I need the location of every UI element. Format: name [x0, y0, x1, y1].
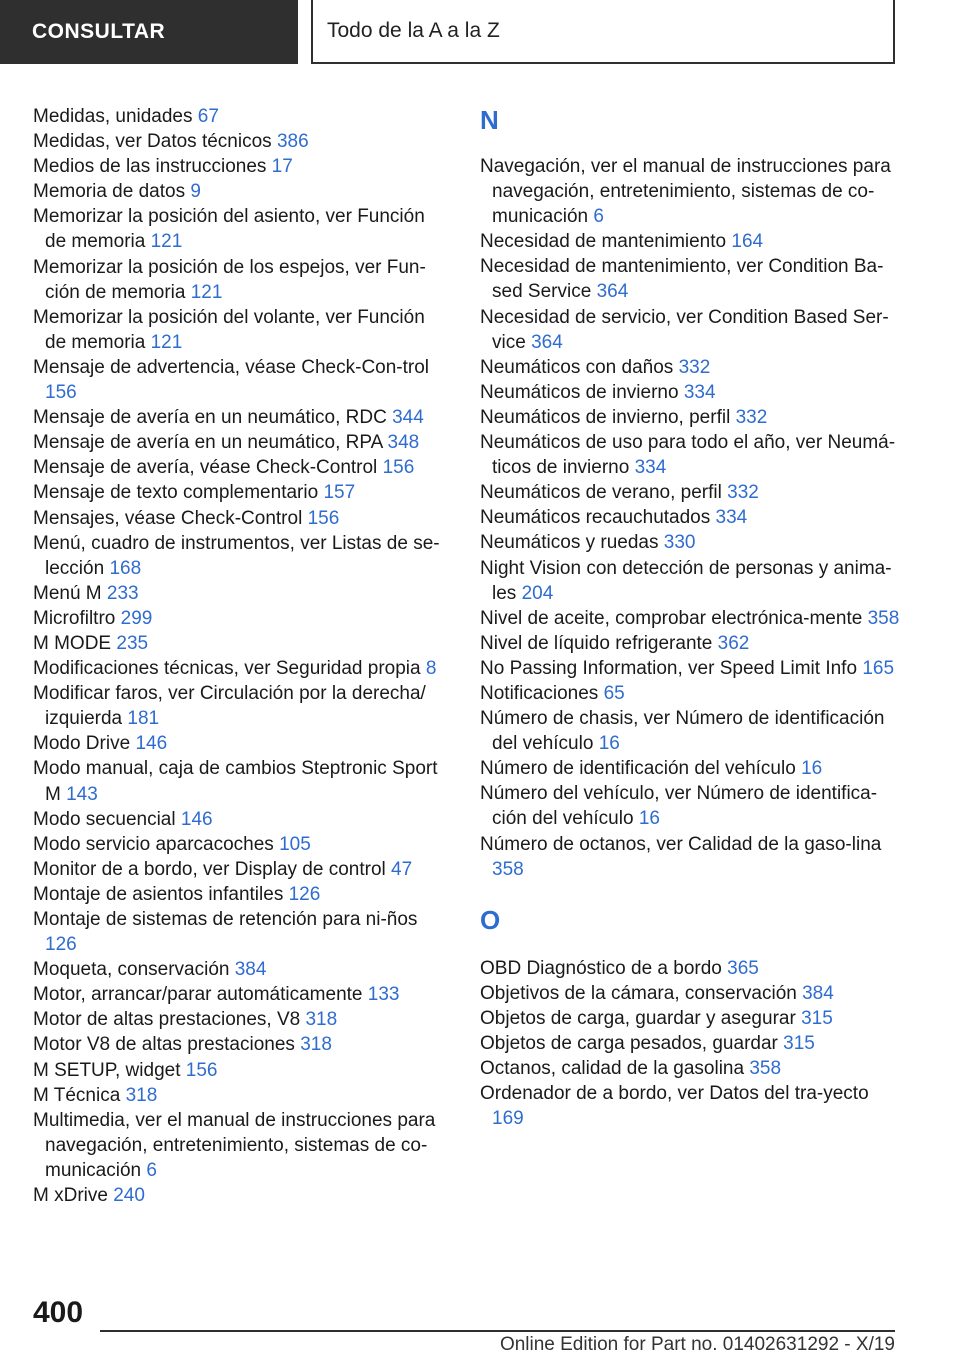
index-entry-text: Nivel de aceite, comprobar electrónica‐mente: [480, 607, 863, 629]
index-entry: [33, 1032, 445, 1057]
index-page-link[interactable]: 362: [717, 632, 750, 654]
index-entry-text: Medidas, unidades: [33, 106, 193, 127]
index-entry-text: Neumáticos de uso para todo el año, ver Neumá‐ticos de invierno: [480, 432, 896, 479]
index-page-link[interactable]: 169: [492, 1108, 524, 1130]
index-entry: [480, 405, 900, 430]
index-page-link[interactable]: 318: [125, 1084, 158, 1106]
index-entry: [33, 982, 445, 1007]
index-page-link[interactable]: 121: [190, 281, 223, 303]
index-entry-text: Microfiltro: [33, 607, 116, 629]
index-entry: [33, 255, 445, 305]
index-page-link[interactable]: 164: [731, 231, 764, 253]
index-entry: [480, 530, 900, 555]
section-tab-label: CONSULTAR: [32, 20, 166, 43]
index-page-link[interactable]: 105: [279, 833, 311, 855]
index-entry: [480, 305, 900, 355]
index-page-link[interactable]: 334: [715, 507, 748, 529]
index-entry-text: Motor V8 de altas prestaciones: [33, 1034, 295, 1056]
index-page-link[interactable]: 315: [783, 1033, 815, 1054]
index-entry-text: Número de identificación del vehículo: [480, 758, 796, 780]
index-entry: [33, 606, 445, 631]
index-entry: [33, 807, 445, 832]
index-page-link[interactable]: 9: [190, 181, 201, 203]
index-entry: [480, 781, 900, 831]
index-entry-text: Night Vision con detección de personas y anima‐les: [480, 557, 892, 604]
index-entry: [480, 556, 900, 606]
index-entry-text: Neumáticos y ruedas: [480, 532, 659, 554]
index-entry: [480, 1056, 900, 1081]
index-page-link[interactable]: 6: [146, 1159, 157, 1181]
index-entry: [33, 1058, 445, 1083]
index-entry-text: Mensaje de avería en un neumático, RDC: [33, 407, 387, 429]
index-entry-text: Menú M: [33, 582, 102, 604]
index-entry-text: Necesidad de servicio, ver Condition Based Ser‐vice: [480, 306, 889, 353]
index-entry-text: Nivel de líquido refrigerante: [480, 632, 713, 654]
index-entry-text: M Técnica: [33, 1084, 121, 1106]
index-page-link[interactable]: 121: [150, 331, 183, 353]
index-entry: [480, 756, 900, 781]
index-entry-text: Modo servicio aparcacoches: [33, 833, 274, 855]
index-entry-text: M MODE: [33, 632, 112, 654]
index-page-link[interactable]: 165: [862, 657, 895, 679]
index-page-link[interactable]: 334: [634, 457, 667, 479]
index-page-link[interactable]: 16: [638, 808, 660, 830]
index-entry-text: Menú, cuadro de instrumentos, ver Listas de se‐lección: [33, 532, 440, 579]
section-tab: [0, 0, 298, 64]
index-page-link[interactable]: 344: [392, 407, 424, 429]
index-entry: [33, 907, 445, 957]
index-entry: [33, 581, 445, 606]
index-page-link[interactable]: 384: [802, 982, 834, 1004]
index-entry-text: Notificaciones: [480, 682, 599, 704]
index-entry: [480, 229, 900, 254]
index-entry: [480, 254, 900, 304]
index-entry: [33, 832, 445, 857]
index-entry-text: M SETUP, widget: [33, 1059, 181, 1081]
section-letter: O: [480, 904, 501, 935]
index-page-link[interactable]: 126: [45, 934, 77, 956]
index-entry: [480, 1081, 900, 1131]
index-page-link[interactable]: 146: [180, 808, 213, 830]
index-entry-text: Modificaciones técnicas, ver Seguridad propia: [33, 658, 421, 680]
index-entry: [480, 681, 900, 706]
section-letter: N: [480, 105, 499, 135]
index-page-link[interactable]: 386: [276, 131, 309, 153]
index-entry: [480, 505, 900, 530]
index-entry: [33, 631, 445, 656]
index-page-link[interactable]: 16: [801, 758, 823, 780]
index-page-link[interactable]: 318: [305, 1009, 338, 1031]
index-entry: [480, 956, 900, 981]
index-page-link[interactable]: 330: [663, 532, 696, 554]
index-entry: [480, 656, 900, 681]
index-entry-text: Montaje de asientos infantiles: [33, 883, 284, 905]
index-entry: [33, 681, 445, 731]
index-column-left: [33, 104, 445, 1208]
index-entry: [33, 430, 445, 455]
index-entry-text: Memorizar la posición del volante, ver Función de memoria: [33, 306, 425, 353]
index-page-link[interactable]: 358: [867, 607, 900, 629]
index-page-link[interactable]: 334: [683, 381, 716, 403]
page-number: 400: [33, 1296, 84, 1329]
index-page-link[interactable]: 318: [300, 1034, 332, 1056]
index-entry: [33, 305, 445, 355]
index-entry-text: Memorizar la posición del asiento, ver Función de memoria: [33, 206, 425, 253]
index-entry: [33, 882, 445, 907]
footer-divider: [100, 1330, 895, 1332]
index-entry-text: Mensaje de avería, véase Check-Control: [33, 457, 378, 479]
index-entry: [480, 380, 900, 405]
index-entry: [33, 1007, 445, 1032]
page-title: Todo de la A a la Z: [327, 19, 500, 42]
index-entry-text: No Passing Information, ver Speed Limit Info: [480, 657, 858, 679]
index-entry: [33, 405, 445, 430]
index-entry: [480, 154, 900, 229]
index-entry: [33, 731, 445, 756]
index-entry-text: Ordenador de a bordo, ver Datos del tra‐yecto: [480, 1083, 869, 1105]
index-page-link[interactable]: 384: [234, 959, 267, 981]
index-entry: [33, 506, 445, 531]
index-entry-text: Motor, arrancar/parar automáticamente: [33, 984, 363, 1006]
index-page-link[interactable]: 364: [531, 331, 563, 353]
index-entry-text: Número del vehículo, ver Número de identifica‐ción del vehículo: [480, 783, 878, 830]
index-page-link[interactable]: 156: [382, 457, 415, 479]
index-page-link[interactable]: 315: [801, 1007, 833, 1029]
index-page-link[interactable]: 133: [367, 984, 400, 1006]
index-entry: [33, 455, 445, 480]
index-entry: [33, 857, 445, 882]
index-entry-text: Neumáticos recauchutados: [480, 507, 711, 529]
index-entry: [33, 957, 445, 982]
index-entry: [480, 1006, 900, 1031]
index-entry: [33, 154, 445, 179]
index-entry-text: Memorizar la posición de los espejos, ver Fun‐ción de memoria: [33, 256, 426, 303]
index-entry: [33, 104, 445, 129]
index-entry: [33, 756, 445, 806]
index-entry: [33, 480, 445, 505]
index-entry: [33, 656, 445, 681]
index-entry: [33, 355, 445, 405]
index-entry-text: Necesidad de mantenimiento, ver Condition Ba‐sed Service: [480, 256, 884, 303]
index-entry-text: Modo Drive: [33, 733, 131, 755]
index-entry-text: Medidas, ver Datos técnicos: [33, 131, 272, 153]
index-page-link[interactable]: 6: [593, 206, 604, 228]
index-page-link[interactable]: 121: [150, 231, 183, 253]
index-entry-text: Medios de las instrucciones: [33, 156, 267, 178]
index-page-link[interactable]: 240: [113, 1185, 145, 1207]
index-page-link[interactable]: 181: [127, 708, 160, 730]
index-entry-text: Modo manual, caja de cambios Steptronic Sport M: [33, 758, 438, 805]
index-entry-text: Necesidad de mantenimiento: [480, 231, 727, 253]
page-title-box: [311, 0, 895, 64]
index-entry: [33, 179, 445, 204]
index-page-link[interactable]: 157: [323, 482, 356, 504]
index-column-right: [480, 104, 900, 1131]
index-page-link[interactable]: 156: [185, 1059, 218, 1081]
index-entry-text: Modificar faros, ver Circulación por la derecha/ izquierda: [33, 683, 426, 730]
index-page-link[interactable]: 332: [735, 406, 768, 428]
index-entry-text: Motor de altas prestaciones, V8: [33, 1009, 301, 1031]
index-entry: [480, 832, 900, 882]
index-entry: [33, 1083, 445, 1108]
index-entry: [480, 430, 900, 480]
index-page-link[interactable]: 233: [106, 582, 139, 604]
index-entry: [480, 480, 900, 505]
index-page-link[interactable]: 146: [135, 733, 168, 755]
index-entry-text: Neumáticos de invierno: [480, 381, 679, 403]
index-entry-text: Modo secuencial: [33, 808, 176, 830]
index-page-link[interactable]: 365: [727, 957, 759, 979]
index-entry: [480, 631, 900, 656]
index-entry-text: Neumáticos con daños: [480, 356, 674, 378]
index-entry: [33, 1183, 445, 1208]
index-page-link[interactable]: 126: [288, 883, 321, 905]
index-page-link[interactable]: 168: [109, 557, 142, 579]
index-entry-text: Montaje de sistemas de retención para ni‐ños: [33, 909, 418, 930]
index-entry: [480, 355, 900, 380]
index-page-link[interactable]: 348: [387, 432, 420, 454]
index-page-link[interactable]: 358: [492, 858, 524, 880]
index-entry-text: Multimedia, ver el manual de instrucciones para navegación, entretenimiento, sistemas de co‐municación: [33, 1109, 436, 1181]
index-page-link[interactable]: 358: [749, 1058, 782, 1080]
index-page-link[interactable]: 332: [678, 356, 711, 378]
index-page-link[interactable]: 17: [271, 156, 293, 178]
index-entry-text: Número de chasis, ver Número de identificación del vehículo: [480, 708, 885, 755]
index-entry-text: Mensaje de avería en un neumático, RPA: [33, 432, 383, 454]
index-entry: [480, 706, 900, 756]
index-entry: [480, 1031, 900, 1056]
index-entry-text: Mensaje de advertencia, véase Check-Con‐trol: [33, 356, 430, 378]
index-entry: [33, 531, 445, 581]
index-entry: [480, 981, 900, 1006]
index-entry: [480, 606, 900, 631]
index-entry: [33, 1108, 445, 1183]
index-entry-text: M xDrive: [33, 1185, 108, 1207]
index-entry-text: Objetivos de la cámara, conservación: [480, 982, 797, 1004]
index-page-link[interactable]: 16: [598, 733, 620, 755]
index-page-link[interactable]: 156: [307, 507, 340, 529]
index-entry-text: Mensajes, véase Check-Control: [33, 507, 303, 529]
index-entry-text: Monitor de a bordo, ver Display de control: [33, 858, 386, 880]
index-entry-text: Neumáticos de verano, perfil: [480, 482, 722, 504]
index-entry-text: Octanos, calidad de la gasolina: [480, 1058, 745, 1080]
index-page-link[interactable]: 67: [197, 106, 219, 127]
index-page-link[interactable]: 299: [120, 607, 153, 629]
index-page-link[interactable]: 8: [425, 658, 437, 680]
index-page-link[interactable]: 204: [521, 582, 554, 604]
index-page-link[interactable]: 364: [596, 281, 629, 303]
index-entry-text: Número de octanos, ver Calidad de la gaso‐lina: [480, 833, 882, 855]
index-page-link[interactable]: 47: [391, 858, 413, 880]
index-entry-text: Neumáticos de invierno, perfil: [480, 406, 731, 428]
index-page-link[interactable]: 235: [116, 632, 149, 654]
index-entry: [33, 129, 445, 154]
index-page-link[interactable]: 332: [727, 482, 759, 504]
index-entry-text: Navegación, ver el manual de instrucciones para navegación, entretenimiento, sistemas de co‐municación: [480, 156, 891, 228]
edition-note: Online Edition for Part no. 01402631292 - X/19: [499, 1334, 895, 1355]
index-entry-text: Moqueta, conservación: [33, 959, 230, 981]
index-entry-text: Objetos de carga pesados, guardar: [480, 1033, 778, 1054]
index-entry: [33, 204, 445, 254]
index-page-link[interactable]: 143: [66, 783, 98, 805]
index-entry-text: Memoria de datos: [33, 181, 186, 203]
index-entry-text: Objetos de carga, guardar y asegurar: [480, 1007, 796, 1029]
index-entry-text: OBD Diagnóstico de a bordo: [480, 957, 722, 979]
index-page-link[interactable]: 156: [45, 382, 77, 404]
index-entry-text: Mensaje de texto complementario: [33, 482, 319, 504]
index-page-link[interactable]: 65: [603, 682, 625, 704]
